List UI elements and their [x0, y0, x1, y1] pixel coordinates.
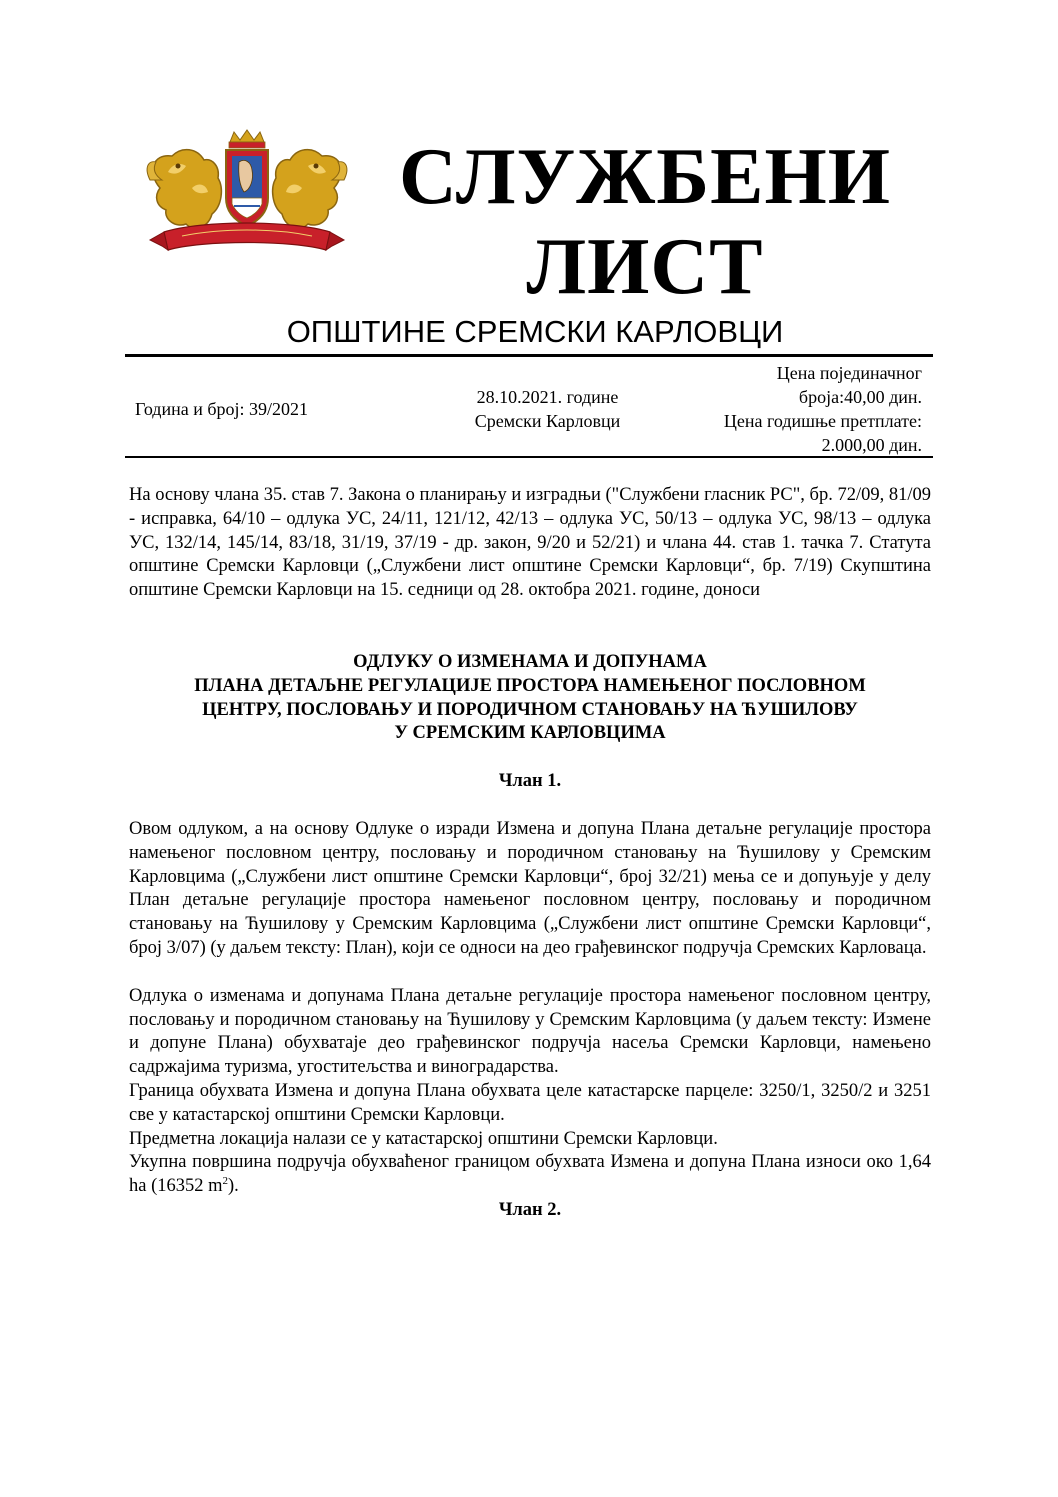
masthead-title-line1: СЛУЖБЕНИ	[399, 133, 891, 221]
issue-place: Сремски Карловци	[474, 411, 621, 431]
area-text: Укупна површина подручја обухваћеног границом обухвата Измена и допуна Плана износи око 1,64 ha (16352 m	[129, 1152, 931, 1197]
preamble-paragraph: На основу члана 35. став 7. Закона о планирању и изградњи ("Службени гласник РС", бр. 72/09, 81/09 - исправка, 64/10 – одлука УС, 24/11, 121/12, 42/13 – одлука УС, 50/13 – одлука УС, 98/13 – одлука УС, 132/14, 145/14, 83/18, 31/19, 37/19 - др. закон, 9/20 и 52/21) и члана 44. став 1. тачка 7. Статута општине Сремски Карловци („Службени лист општине Сремски Карловци“, бр. 7/19) Скупштина општине Сремски Карловци на 15. седници од 28. октобра 2021. године, доноси	[129, 485, 931, 601]
article-1-paragraph-5	[129, 1151, 931, 1199]
article-1-paragraph-2: Одлука о изменама и допунама Плана детаљне регулације простора намењеног пословном центру, пословању и породичном становању на Ћушилову у Сремским Карловцима (у даљем тексту: Измене и допуне Плана) обухватаје део грађевинског подручја насеља Сремски Карловци, намењено садржајима туризма, угоститељства и виноградарства.	[129, 985, 931, 1078]
header-rule-top	[125, 354, 933, 357]
decision-title-line: ОДЛУКУ О ИЗМЕНАМА И ДОПУНАМА	[353, 651, 707, 672]
masthead-subtitle: ОПШТИНЕ СРЕМСКИ КАРЛОВЦИ	[286, 314, 784, 349]
decision-title	[129, 651, 931, 746]
article-2-heading: Члан 2.	[498, 1199, 562, 1220]
coat-of-arms-icon	[142, 128, 352, 268]
masthead-title-line2: ЛИСТ	[526, 223, 764, 311]
issue-price-block	[660, 361, 922, 457]
article-1-heading: Члан 1.	[498, 771, 562, 792]
issue-date: 28.10.2021. године	[476, 387, 619, 407]
article-1-paragraph-3: Граница обухвата Измена и допуна Плана обухвата целе катастарске парцеле: 3250/1, 3250/2 и 3251 све у катастарској општини Сремски Карловци.	[129, 1080, 931, 1125]
price-annual-label: Цена годишње претплате:	[723, 411, 922, 431]
document-body	[129, 484, 931, 1247]
price-annual-value: 2.000,00 дин.	[821, 435, 922, 455]
issue-date-block	[435, 385, 660, 433]
header-rule-bottom	[125, 456, 933, 458]
decision-title-line: ЦЕНТРУ, ПОСЛОВАЊУ И ПОРОДИЧНОМ СТАНОВАЊУ НА ЋУШИЛОВУ	[202, 699, 858, 720]
article-1-paragraph-1: Овом одлуком, а на основу Одлуке о изради Измена и допуна Плана детаљне регулације простора намењеног пословном центру, пословању и породичном становању на Ћушилову у Сремским Карловцима („Службени лист општине Сремски Карловци“, број 32/21) мења се и допуњује у делу План детаљне регулације простора намењеног пословном центру, пословању и породичном становању на Ћушилову у Сремским Карловцима („Службени лист општине Сремски Карловци“, број 3/07) (у даљем тексту: План), који се односи на део грађевинског подручја Сремских Карловаца.	[129, 818, 931, 958]
area-text-end: ).	[228, 1176, 239, 1197]
price-single-value: броја:40,00 дин.	[798, 387, 922, 407]
decision-title-line: ПЛАНА ДЕТАЉНЕ РЕГУЛАЦИЈЕ ПРОСТОРА НАМЕЊЕНОГ ПОСЛОВНОМ	[194, 675, 866, 696]
price-single-label: Цена појединачног	[776, 363, 922, 383]
article-1-paragraph-4: Предметна локација налази се у катастарској општини Сремски Карловци.	[129, 1128, 718, 1149]
area-superscript: 2	[222, 1174, 229, 1187]
issue-number: Година и број: 39/2021	[135, 399, 309, 419]
decision-title-line: У СРЕМСКИМ КАРЛОВЦИМА	[394, 723, 666, 744]
